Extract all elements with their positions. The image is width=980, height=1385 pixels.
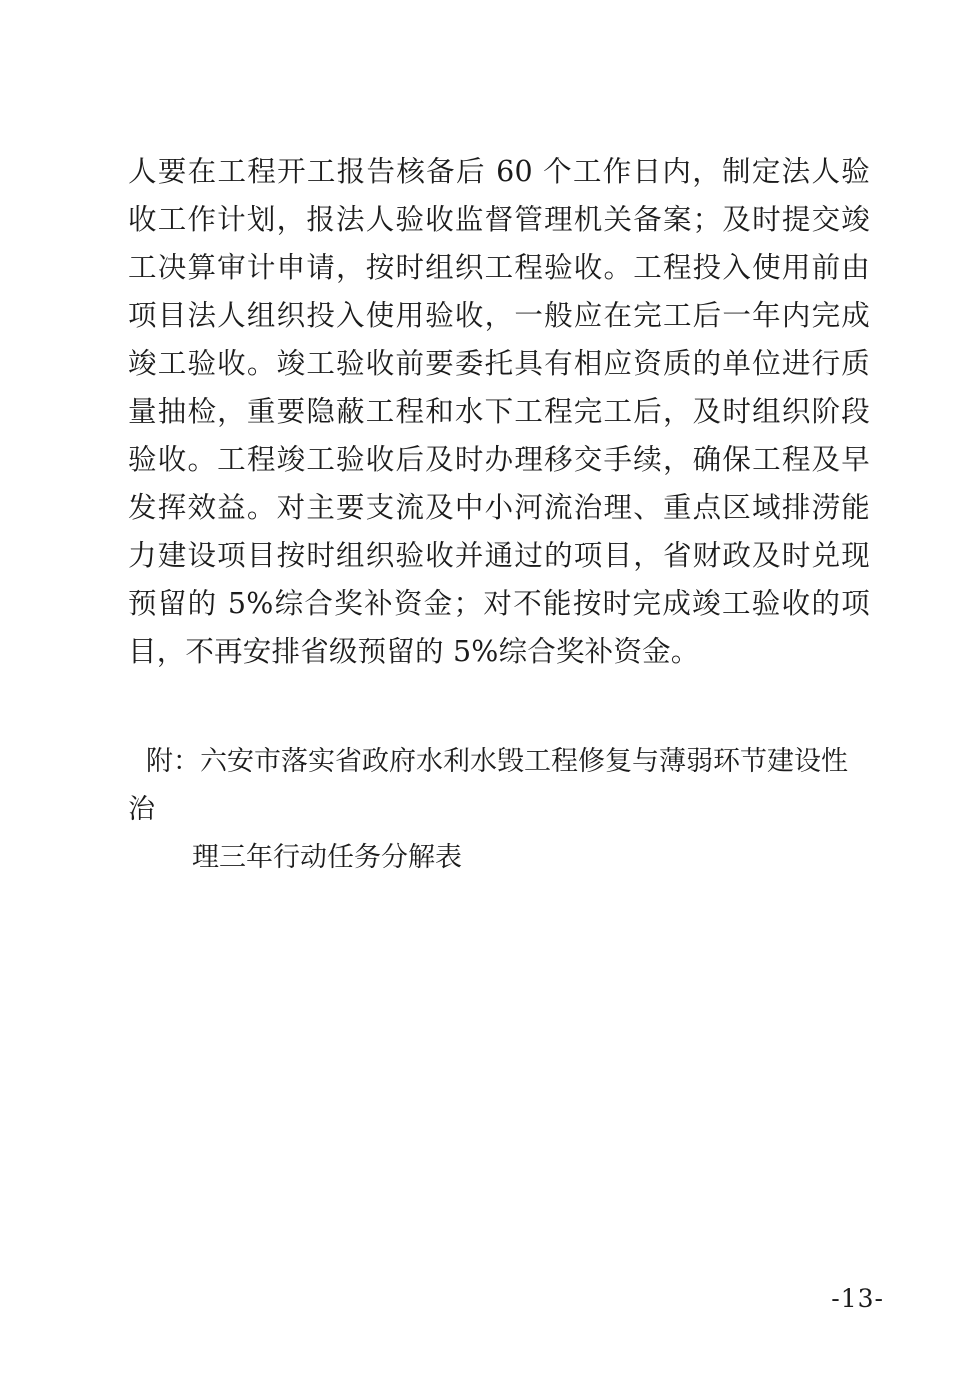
attachment-title-line2: 理三年行动任务分解表 bbox=[192, 842, 462, 873]
attachment-title-line1: 六安市落实省政府水利水毁工程修复与薄弱环节建设性治 bbox=[128, 746, 848, 825]
body-paragraph: 人要在工程开工报告核备后 60 个工作日内，制定法人验收工作计划，报法人验收监督管理机关备案；及时提交竣工决算审计申请，按时组织工程验收。工程投入使用前由项目法人组织投入使用验收，一般应在完工后一年内完成竣工验收。竣工验收前要委托具有相应资质的单位进行质量抽检，重要隐蔽工程和水下工程完工后，及时组织阶段验收。工程竣工验收后及时办理移交手续，确保工程及早发挥效益。对主要支流及中小河流治理、重点区域排涝能力建设项目按时组织验收并通过的项目，省财政及时兑现预留的 5%综合奖补资金；对不能按时完成竣工验收的项目，不再安排省级预留的 5%综合奖补资金。 bbox=[128, 155, 870, 668]
attachment-first-line bbox=[128, 738, 870, 834]
page-content bbox=[128, 148, 870, 882]
attachment-second-line bbox=[128, 834, 870, 882]
attachment-label: 附： bbox=[146, 746, 200, 777]
attachment-section bbox=[128, 738, 870, 882]
page-number: -13- bbox=[831, 1284, 884, 1313]
